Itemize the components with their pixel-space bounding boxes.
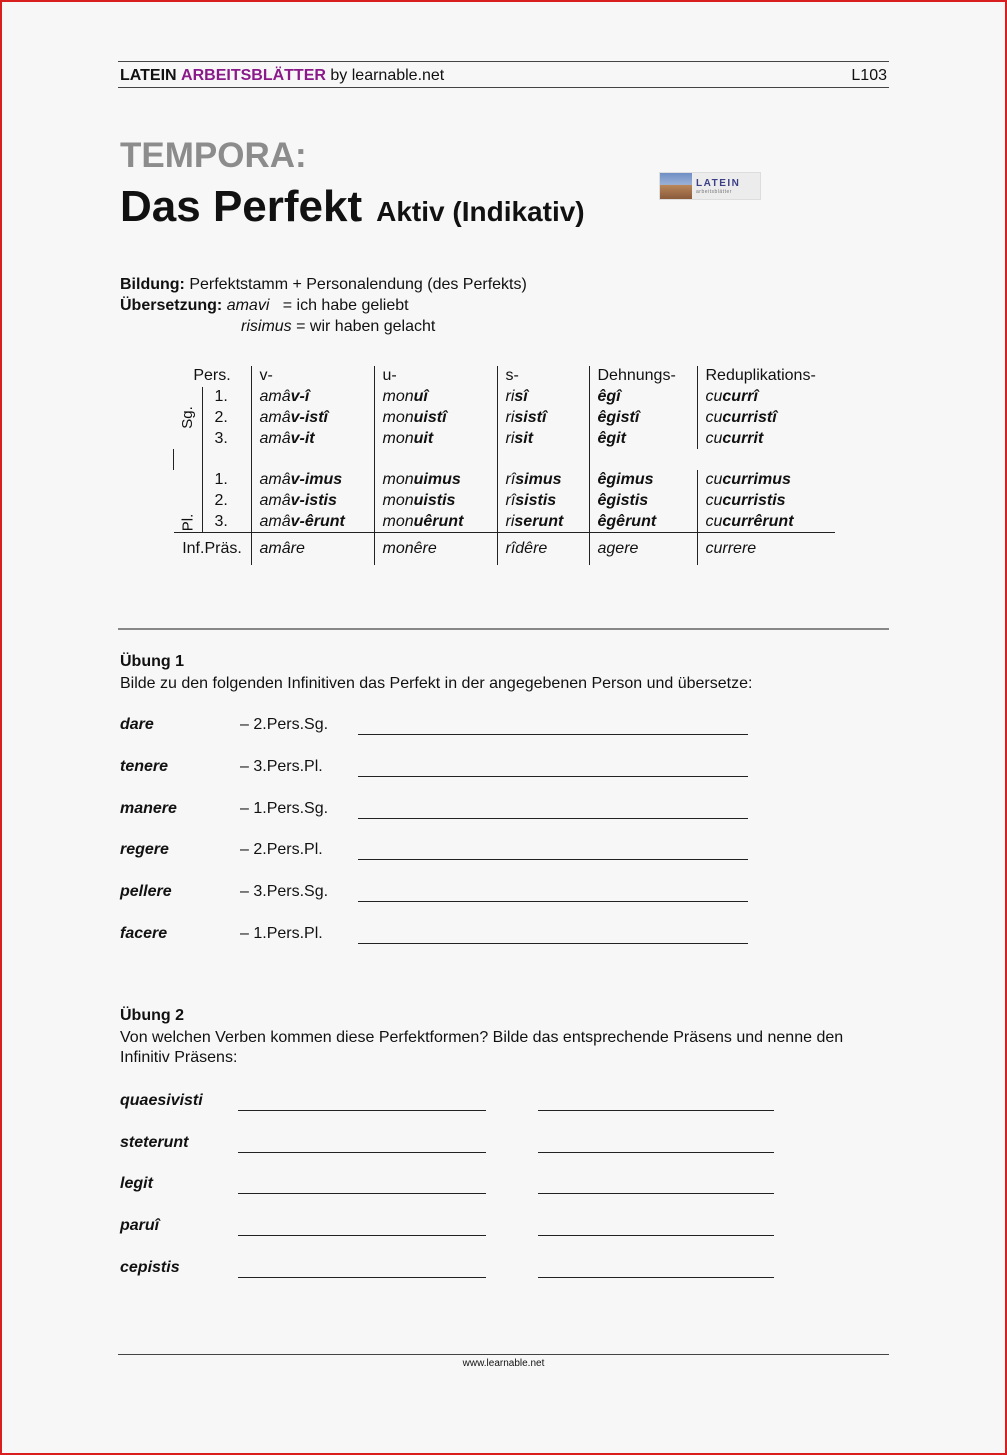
exercise-2-item <box>120 1259 780 1283</box>
form-cell: monuî <box>374 387 497 408</box>
inf-redup: currere <box>697 533 835 566</box>
bildung-line: Bildung: Perfektstamm + Personalendung (des Perfekts) <box>120 276 527 293</box>
form-cell: cucurristis <box>697 491 835 512</box>
person-number: 1. <box>202 387 251 408</box>
plural-label: Pl. <box>178 514 196 532</box>
header-dehnung: Dehnungs- <box>589 366 697 387</box>
person-number: 2. <box>202 408 251 429</box>
form-cell: monuêrunt <box>374 512 497 533</box>
answer-line-infinitiv[interactable] <box>538 1235 774 1236</box>
exercise-person: – 1.Pers.Pl. <box>240 925 323 942</box>
uebersetzung-line-2: risimus = wir haben gelacht <box>241 318 436 335</box>
inf-dehnung: agere <box>589 533 697 566</box>
answer-line-praesens[interactable] <box>238 1235 486 1236</box>
form-cell: cucurristî <box>697 408 835 429</box>
form-cell: rîsimus <box>497 470 589 491</box>
form-cell: riserunt <box>497 512 589 533</box>
latein-logo: LATEIN arbeitsblätter <box>659 172 761 200</box>
header-redup: Reduplikations- <box>697 366 835 387</box>
inf-s: rîdêre <box>497 533 589 566</box>
exercise-verb: cepistis <box>120 1258 180 1276</box>
exercise-1-title: Übung 1 <box>120 653 184 670</box>
answer-line-infinitiv[interactable] <box>538 1193 774 1194</box>
answer-line-praesens[interactable] <box>238 1277 486 1278</box>
answer-line[interactable] <box>358 734 748 735</box>
form-cell: monuit <box>374 428 497 449</box>
header-pers: Pers. <box>193 367 231 385</box>
header-u: u- <box>374 366 497 387</box>
conjugation-table <box>173 366 835 565</box>
footer-url: www.learnable.net <box>462 1358 545 1369</box>
page-subtitle: Aktiv (Indikativ) <box>376 196 585 227</box>
exercise-verb: quaesivisti <box>120 1092 203 1109</box>
inf-label: Inf.Präs. <box>174 533 252 566</box>
form-cell: risit <box>497 428 589 449</box>
answer-line-praesens[interactable] <box>238 1193 486 1194</box>
form-cell: amâv-istis <box>251 491 374 512</box>
footer-rule <box>118 1354 889 1355</box>
form-cell: risî <box>497 387 589 408</box>
form-cell: amâv-istî <box>251 408 374 429</box>
singular-label: Sg. <box>178 406 196 429</box>
inf-u: monêre <box>374 533 497 566</box>
exercise-1-item <box>120 716 760 740</box>
header-bar <box>118 61 889 88</box>
answer-line[interactable] <box>358 818 748 819</box>
exercise-person: – 3.Pers.Sg. <box>240 883 329 901</box>
form-cell: amâv-it <box>251 428 374 449</box>
exercise-verb: manere <box>120 799 177 817</box>
exercise-1-instruction: Bilde zu den folgenden Infinitiven das Perfekt in der angegebenen Person und übersetze: <box>120 675 753 692</box>
header-v: v- <box>251 366 374 387</box>
form-cell: monuistî <box>374 408 497 429</box>
header-s: s- <box>497 366 589 387</box>
exercise-1-item <box>120 758 760 782</box>
exercise-1-item <box>120 883 760 907</box>
exercise-verb: facere <box>120 925 168 942</box>
exercise-1-item <box>120 841 760 865</box>
form-cell: êgî <box>589 387 697 408</box>
sheet-code: L103 <box>851 67 887 84</box>
colosseum-icon <box>660 173 692 199</box>
exercise-person: – 2.Pers.Sg. <box>240 716 329 733</box>
form-cell: risistî <box>497 408 589 429</box>
answer-line[interactable] <box>358 943 748 944</box>
form-cell: êgimus <box>589 470 697 491</box>
table-row <box>174 387 835 408</box>
table-row <box>174 408 835 429</box>
form-cell: cucurrêrunt <box>697 512 835 533</box>
form-cell: amâv-êrunt <box>251 512 374 533</box>
page-title: Das Perfekt Aktiv (Indikativ) <box>120 182 585 231</box>
header-brand: LATEIN ARBEITSBLÄTTER by learnable.net <box>120 67 445 84</box>
exercise-1-item <box>120 800 760 824</box>
table-row <box>174 428 835 449</box>
exercise-verb: steterunt <box>120 1133 189 1151</box>
answer-line-infinitiv[interactable] <box>538 1110 774 1111</box>
inf-v: amâre <box>251 533 374 566</box>
exercise-person: – 1.Pers.Sg. <box>240 799 329 817</box>
exercise-verb: tenere <box>120 757 169 775</box>
person-number: 2. <box>202 491 251 512</box>
form-cell: cucurrimus <box>697 470 835 491</box>
form-cell: êgit <box>589 428 697 449</box>
title-overline: TEMPORA: <box>120 136 307 175</box>
person-number: 3. <box>202 428 251 449</box>
exercise-person: – 3.Pers.Pl. <box>240 757 323 775</box>
answer-line[interactable] <box>358 859 748 860</box>
form-cell: êgêrunt <box>589 512 697 533</box>
table-row <box>174 470 835 491</box>
person-number: 3. <box>202 512 251 533</box>
form-cell: monuimus <box>374 470 497 491</box>
form-cell: êgistî <box>589 408 697 429</box>
exercise-verb: pellere <box>120 883 172 901</box>
form-cell: monuistis <box>374 491 497 512</box>
answer-line[interactable] <box>358 776 748 777</box>
table-row <box>174 491 835 512</box>
exercise-2-item <box>120 1092 780 1116</box>
form-cell: amâv-î <box>251 387 374 408</box>
exercise-verb: paruî <box>120 1217 160 1235</box>
exercise-verb: legit <box>120 1175 153 1193</box>
exercise-2-item <box>120 1175 780 1199</box>
section-divider <box>118 628 889 630</box>
exercise-2-title: Übung 2 <box>120 1007 184 1024</box>
form-cell: cucurrit <box>697 428 835 449</box>
answer-line-praesens[interactable] <box>238 1152 486 1153</box>
exercise-verb: regere <box>120 841 169 859</box>
uebersetzung-line: Übersetzung: amavi = ich habe geliebt <box>120 297 409 314</box>
form-cell: cucurrî <box>697 387 835 408</box>
answer-line[interactable] <box>358 901 748 902</box>
answer-line-infinitiv[interactable] <box>538 1152 774 1153</box>
form-cell: rîsistis <box>497 491 589 512</box>
form-cell: amâv-imus <box>251 470 374 491</box>
form-cell: êgistis <box>589 491 697 512</box>
answer-line-infinitiv[interactable] <box>538 1277 774 1278</box>
exercise-2-instruction: Von welchen Verben kommen diese Perfektformen? Bilde das entsprechende Präsens und nenne den Infinitiv Präsens: <box>120 1029 844 1066</box>
exercise-2-item <box>120 1217 780 1241</box>
exercise-verb: dare <box>120 716 154 733</box>
exercise-person: – 2.Pers.Pl. <box>240 841 323 859</box>
table-row <box>174 512 835 533</box>
answer-line-praesens[interactable] <box>238 1110 486 1111</box>
exercise-2-item <box>120 1134 780 1158</box>
exercise-1-item <box>120 925 760 949</box>
person-number: 1. <box>202 470 251 491</box>
